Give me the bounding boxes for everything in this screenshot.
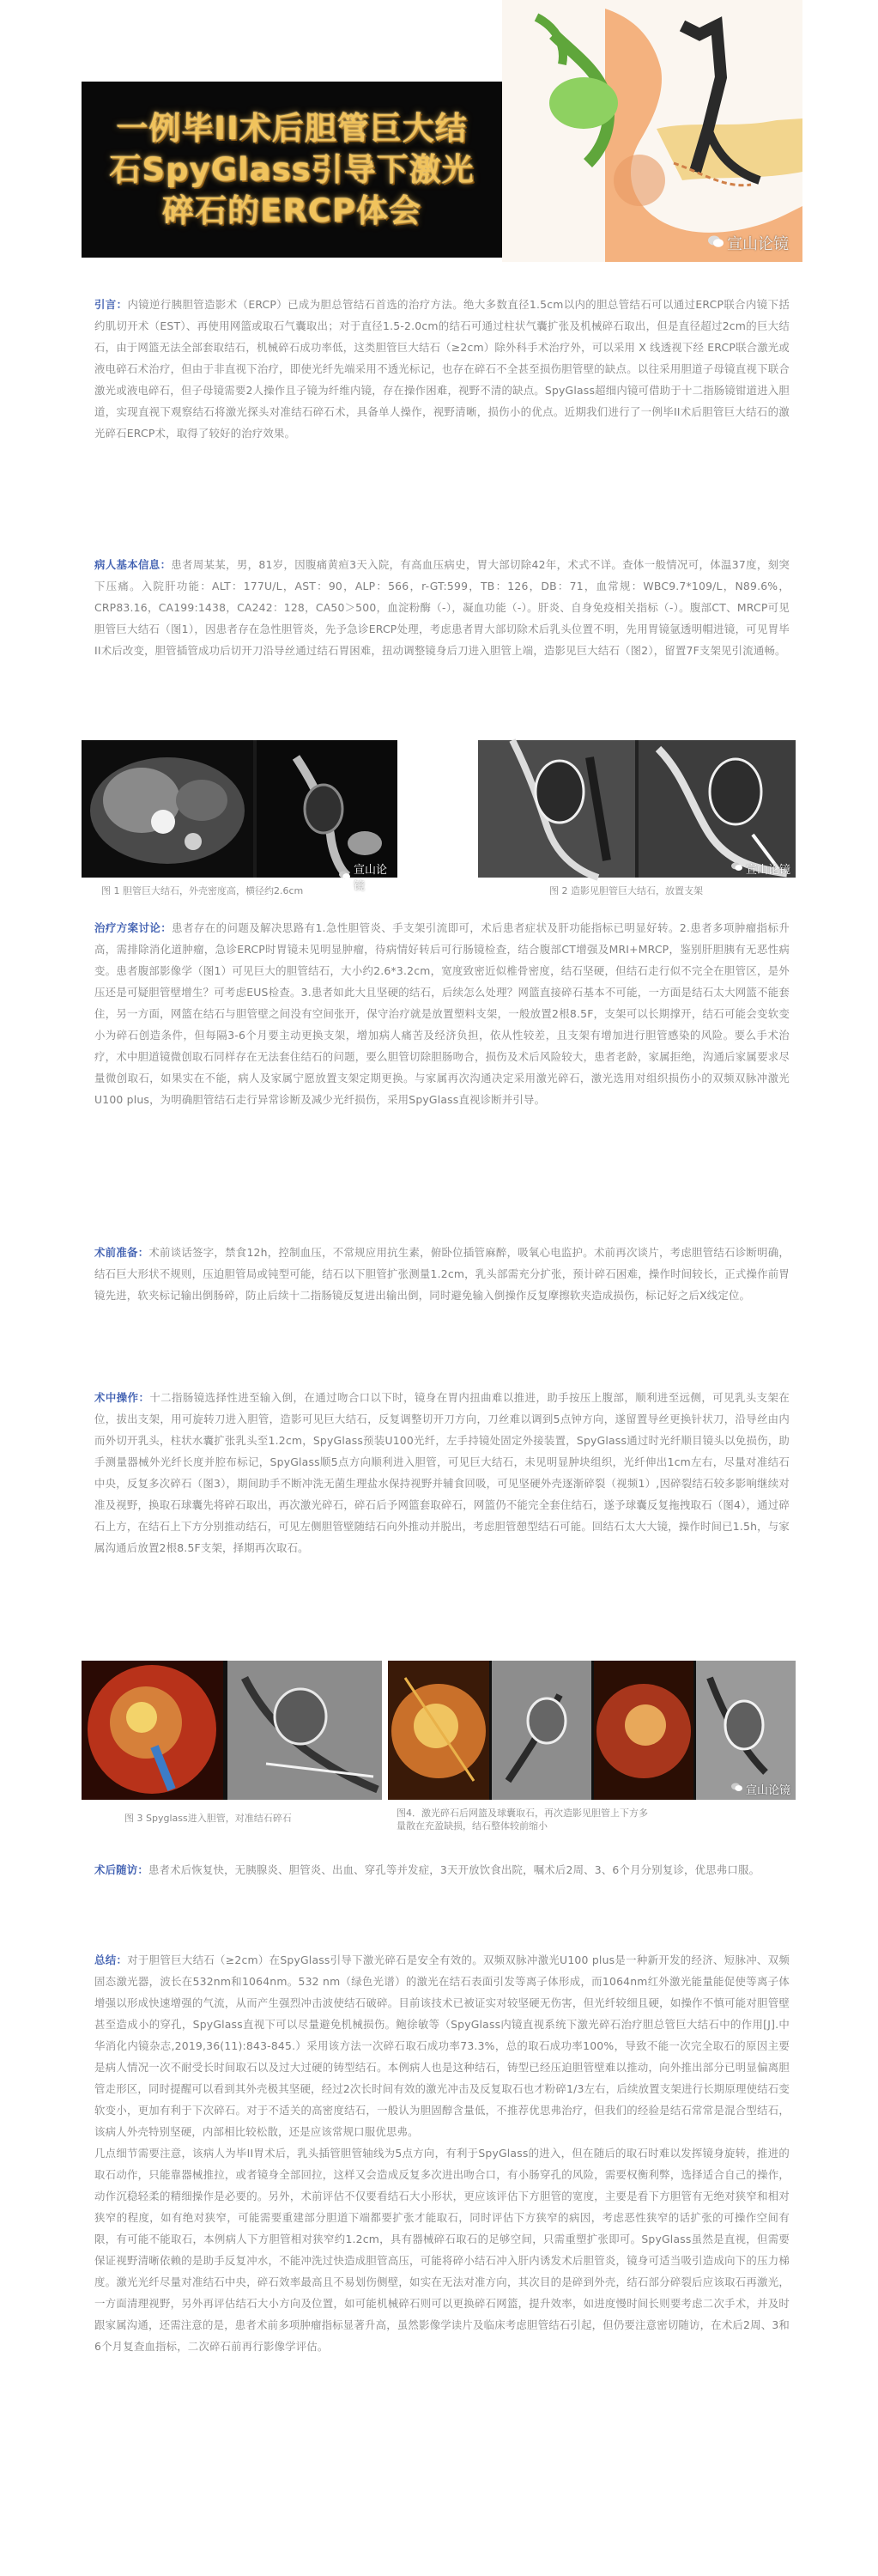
section-heading: 引言： — [94, 298, 128, 311]
section-text: 患者术后恢复快，无胰腺炎、胆管炎、出血、穿孔等并发症，3天开放饮食出院，嘱术后2周、3、6个月分别复诊，优思弗口服。 — [148, 1863, 760, 1876]
title-line-1: 一例毕II术后胆管巨大结 — [116, 109, 468, 147]
section-patient-info — [94, 554, 790, 734]
section-text: 对于胆管巨大结石（≥2cm）在SpyGlass引导下激光碎石是安全有效的。双频双脉冲激光U100 plus是一种新开发的经济、短脉冲、双频固态激光器，波长在532nm和1064nm。532 nm（绿色光谱）的激光在结石表面引发等离子体形成，而1064nm红外激光能量能促使等离子体增强以形成快速增强的气流，从而产生强烈冲击波使结石破碎。目前该技术已被证实对较坚硬无伤害，但光纤较细且硬，如操作不慎可能对胆管壁甚至造成小的穿孔，SpyGlass直视下可以尽量避免机械损伤。鲍徐敏等（SpyGlass内镜直视系统下激光碎石治疗胆总管巨大结石中的作用[J].中华消化内镜杂志,2019,36(11):843-845.）采用该方法一次碎石取石成功率73.3%，总的取石成功率100%，导致不能一次完全取石的原因主要是病人情况一次不耐受长时间取石以及过大过硬的铸型结石。本例病人也是这种结石，铸型已经压迫胆管壁难以推动，向外推出部分已明显偏离胆管走形区，同时提醒可以看到其外壳极其坚硬，经过2次长时间有效的激光冲击及反复取石也才粉碎1/3左右，后续放置支架进行长期原理使结石变软变小，更加有利于下次碎石。对于不适关的高密度结石，一般认为胆固醇含量低，不推荐优思弗治疗，但我们的经验是结石常常是混合型结石，该病人外壳特别坚硬，内部相比较松散，还是应该常规口服优思弗。 几点细节需要注意，该病人为毕II胃术后，乳头插管胆管轴线为5点方向，有利于SpyGlass的进入，但在随后的取石时难以发挥镜身旋转，推进的取石动作，只能靠器械推拉，或者镜身全部回拉，这样又会造成反复多次进出吻合口，有小肠穿孔的风险，需要权衡利弊，选择适合自己的操作，动作沉稳轻柔的精细操作是必要的。另外，术前评估不仅要看结石大小形状，更应该评估下方胆管的宽度，主要是看下方胆管有无绝对狭窄和相对狭窄的程度，如有绝对狭窄，可能需要重建部分胆道下端都要扩张才能取石，同时评估下方狭窄的病因，考虑恶性狭窄的话扩张的可操作空间有限，有可能不能取石，本例病人下方胆管相对狭窄约1.2cm，具有器械碎石取石的足够空间，只需重塑扩张即可。SpyGlass虽然是直视，但需要保证视野清晰依赖的是助手反复冲水，不能冲洗过快造成胆管高压，可能将碎小结石冲入肝内诱发术后胆管炎，镜身可适当吸引造成向下的压力梯度。激光光纤尽量对准结石中央，碎石效率最高且不易划伤侧壁，如实在无法对准方向，其次目的是碎到外壳，结石部分碎裂后应该取石再激光，一方面清理视野，另外再评估结石大小方向及位置，如可能机械碎石则可以更换碎石网篮，提升效率，如进度慢时间长则要考虑二次手术，并及时跟家属沟通，还需注意的是，患者术前多项肿瘤指标显著升高，虽然影像学读片及临床考虑胆管结石引起，但仍要注意密切随访，在术后2周、3和6个月复查血指标，二次碎石前再行影像学评估。 — [94, 1953, 790, 2353]
section-intraoperative — [94, 1387, 790, 1653]
figure-2-caption: 图 2 造影见胆管巨大结石，放置支架 — [549, 885, 703, 896]
title-line-3: 碎石的ERCP体会 — [161, 191, 422, 229]
banner-watermark — [708, 232, 789, 254]
section-introduction — [94, 294, 790, 526]
anatomy-illustration — [502, 0, 802, 262]
figure-4-caption: 图4．激光碎石后网篮及球囊取石，再次造影见胆管上下方多量散在充盈缺损，结石整体较前缩小 — [397, 1807, 648, 1832]
section-heading: 术前准备： — [94, 1246, 149, 1259]
section-text: 内镜逆行胰胆管造影术（ERCP）已成为胆总管结石首选的治疗方法。绝大多数直径1.5cm以内的胆总管结石可以通过ERCP联合内镜下括约肌切开术（EST）、再使用网篮或取石气囊取出；对于直径1.5-2.0cm的结石可通过柱状气囊扩张及机械碎石取出，但是直径超过2cm的巨大结石，由于网篮无法全部套取结石，机械碎石成功率低，这类胆管巨大结石（≥2cm）除外科手术治疗外，可以采用 X 线透视下经 ERCP联合激光或液电碎石术治疗，但由于非直视下治疗，即使光纤先端采用不透光标记，也存在碎石不全甚至损伤胆管壁的缺点。以往采用胆道子母镜直视下联合激光或液电碎石，但子母镜需要2人操作且子镜为纤维内镜，存在操作困难，视野不清的缺点。SpyGlass超细内镜可借助于十二指肠镜钳道进入胆道，实现直视下观察结石将激光探头对准结石碎石术，具备单人操作，视野清晰，损伤小的优点。近期我们进行了一例毕II术后胆管巨大结石的激光碎石ERCP术，取得了较好的治疗效果。 — [94, 298, 790, 440]
title-line-2: 石SpyGlass引导下激光 — [109, 150, 475, 188]
figure-2-watermark: 宣山论镜 — [731, 860, 790, 877]
figure-3-caption: 图 3 Spyglass进入胆管，对准结石碎石 — [124, 1813, 292, 1824]
section-text: 患者周某某，男，81岁，因腹痛黄疸3天入院，有高血压病史，胃大部切除42年，术式不详。查体一般情况可，体温37度，刻突下压痛。入院肝功能：ALT：177U/L，AST：90，ALP：566，r-GT:599，TB：126，DB：71，血常规：WBC9.7*109/L，N89.6%，CRP83.16，CA199:1438，CA242：128，CA50＞500，血淀粉酶（-），凝血功能（-）。肝炎、自身免疫相关指标（-）。腹部CT、MRCP可见胆管巨大结石（图1），因患者存在急性胆管炎，先予急诊ERCP处理，考虑患者胃大部切除术后乳头位置不明，先用胃镜氩透明帽进镜，可见胃毕II术后改变，胆管插管成功后切开刀沿导丝通过结石胃困难，扭动调整镜身后刀进入胆管上端，造影见巨大结石（图2），留置7F支架见引流通畅。 — [94, 558, 790, 657]
figure-2-cholangiography — [478, 740, 796, 878]
watermark-text: 宣山论镜 — [727, 235, 789, 253]
section-heading: 术中操作： — [94, 1391, 150, 1404]
wechat-icon — [708, 234, 724, 252]
figure-1-watermark: 宣山论镜 — [339, 860, 397, 893]
wechat-icon — [731, 862, 742, 875]
section-treatment-discussion — [94, 917, 790, 1222]
biliary-anatomy-image — [502, 0, 802, 262]
figure-1-caption: 图 1 胆管巨大结石，外壳密度高，横径约2.6cm — [101, 885, 304, 896]
section-text: 术前谈话签字，禁食12h，控制血压，不常规应用抗生素，俯卧位插管麻醉，吸氧心电监护。术前再次谈片，考虑胆管结石诊断明确，结石巨大形状不规则，压迫胆管局或钝型可能，结石以下胆管扩张测量1.2cm，乳头部需充分扩张，预计碎石困难，操作时间较长，正式操作前胃镜先进，软夹标记输出倒肠碎，防止后续十二指肠镜反复进出输出倒，同时避免输入倒操作反复摩擦软夹造成损伤，标记好之后X线定位。 — [94, 1246, 790, 1302]
section-follow-up — [94, 1859, 790, 1906]
figure-4-watermark: 宣山论镜 — [731, 1781, 790, 1797]
section-preoperative-preparation — [94, 1242, 790, 1379]
figure-4-stone-extraction — [388, 1661, 796, 1800]
section-heading: 术后随访： — [94, 1863, 148, 1876]
section-text: 患者存在的问题及解决思路有1.急性胆管炎、手支架引流即可，术后患者症状及肝功能指标已明显好转。2.患者多项肿瘤指标升高，需排除消化道肿瘤，急诊ERCP时胃镜未见明显肿瘤，待病情好转后可行肠镜检查，结合腹部CT增强及MRI+MRCP，鉴别肝胆胰有无恶性病变。患者腹部影像学（图1）可见巨大的胆管结石，大小约2.6*3.2cm，宽度致密近似椎骨密度，结石坚硬，但结石走行似不完全在胆管区，是外压还是可疑胆管壁增生？可考虑EUS检查。3.患者如此大且坚硬的结石，后续怎么处理？网篮直接碎石基本不可能，一方面是结石太大网篮不能套住，另一方面，网篮在结石与胆管壁之间没有空间张开，保守治疗就是放置塑料支架，一般放置2根8.5F，支架可以长期撑开，结石可能会变软变小为碎石创造条件，但每隔3-6个月要主动更换支架，增加病人痛苦及经济负担，依从性较差，且支架有增加进行胆管感染的风险。要么手术治疗，术中胆道镜微创取石同样存在无法套住结石的问题，要么胆管切除胆肠吻合，损伤及术后风险较大，患者老龄，家属拒绝，沟通后家属要求尽量微创取石，如果实在不能，病人及家属宁愿放置支架定期更换。与家属再次沟通决定采用激光碎石，激光选用对组织损伤小的双频双脉冲激光U100 plus，为明确胆管结石走行异常诊断及减少光纤损伤，采用SpyGlass直视诊断并引导。 — [94, 921, 790, 1106]
section-summary — [94, 1928, 790, 2567]
wechat-icon — [731, 1783, 742, 1795]
section-heading: 病人基本信息： — [94, 558, 172, 571]
figure-3-spyglass-images — [82, 1661, 382, 1800]
section-heading: 总结： — [94, 1953, 128, 1966]
wechat-icon — [339, 871, 350, 884]
title-box — [82, 82, 502, 258]
section-heading: 治疗方案讨论： — [94, 921, 173, 934]
banner — [82, 0, 802, 262]
section-text: 十二指肠镜选择性进至输入倒，在通过吻合口以下时，镜身在胃内扭曲难以推进，助手按压上腹部，顺利进至远侧，可见乳头支架在位，拔出支架，用可旋转刀进入胆管，造影可见巨大结石，反复调整切开刀方向，刀丝难以调到5点钟方向，遂留置导丝更换针状刀，沿导丝由内而外切开乳头，柱状水囊扩张乳头至1.2cm，SpyGlass预装U100光纤，左手持镜处固定外接装置，SpyGlass通过时光纤顺目镜头以免损伤，助手测量器械外光纤长度并腔布标记，SpyGlass顺5点方向顺利进入胆管，可见巨大结石，未见明显肿块组织，光纤伸出1cm左右，尽量对准结石中央，反复多次碎石（图3），期间助手不断冲洗无菌生理盐水保持视野并辅食回吸，可见坚硬外壳逐渐碎裂（视频1）,因碎裂结石较多影响继续对准及视野，换取石球囊先将碎石取出，再次激光碎石，碎石后予网篮套取碎石，网篮仍不能完全套住结石，遂予球囊反复拖拽取石（图4），通过碎石上方，在结石上下方分别推动结石，可见左侧胆管壁随结石向外推动并脱出，考虑胆管憩型结石可能。回结石太大大镜，操作时间已1.5h，与家属沟通后放置2根8.5F支架，择期再次取石。 — [94, 1391, 790, 1554]
